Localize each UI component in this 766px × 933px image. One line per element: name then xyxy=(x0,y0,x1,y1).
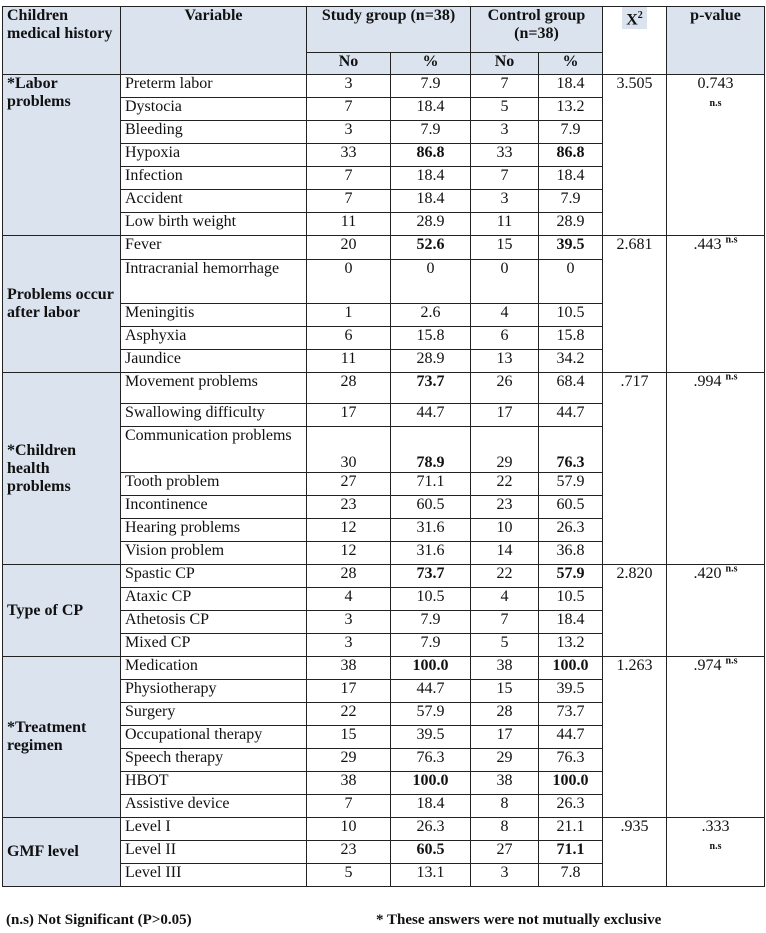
group-label: *Children health problems xyxy=(3,373,121,565)
control-pct-cell: 39.5 xyxy=(539,236,603,260)
variable-cell: Assistive device xyxy=(121,795,307,818)
p-value-text: .443 xyxy=(693,236,722,253)
control-pct-cell: 18.4 xyxy=(539,167,603,190)
study-no-cell: 12 xyxy=(307,542,391,565)
control-pct-cell: 26.3 xyxy=(539,795,603,818)
table-row xyxy=(3,236,765,260)
chi-square-cell: 3.505 xyxy=(603,75,667,236)
control-no-cell: 38 xyxy=(471,657,539,680)
p-value-cell xyxy=(667,565,765,657)
study-pct-cell: 28.9 xyxy=(391,213,471,236)
table-row xyxy=(3,818,765,841)
control-no-cell: 3 xyxy=(471,864,539,887)
variable-cell: Occupational therapy xyxy=(121,726,307,749)
variable-cell: Meningitis xyxy=(121,304,307,327)
table-row xyxy=(3,565,765,588)
control-pct-cell: 57.9 xyxy=(539,565,603,588)
control-pct-cell: 0 xyxy=(539,260,603,304)
control-no-cell: 3 xyxy=(471,121,539,144)
control-no-cell: 29 xyxy=(471,427,539,473)
study-pct-cell: 2.6 xyxy=(391,304,471,327)
control-no-cell: 7 xyxy=(471,611,539,634)
study-no-cell: 28 xyxy=(307,373,391,404)
variable-cell: Surgery xyxy=(121,703,307,726)
control-pct-cell: 100.0 xyxy=(539,772,603,795)
header-control-group: Control group (n=38) xyxy=(471,7,603,53)
control-no-cell: 0 xyxy=(471,260,539,304)
study-pct-cell: 7.9 xyxy=(391,611,471,634)
variable-cell: HBOT xyxy=(121,772,307,795)
variable-cell: Low birth weight xyxy=(121,213,307,236)
control-pct-cell: 86.8 xyxy=(539,144,603,167)
chi-square-cell: .935 xyxy=(603,818,667,887)
control-pct-cell: 7.8 xyxy=(539,864,603,887)
control-no-cell: 7 xyxy=(471,75,539,98)
variable-cell: Swallowing difficulty xyxy=(121,404,307,427)
control-no-cell: 4 xyxy=(471,588,539,611)
variable-cell: Dystocia xyxy=(121,98,307,121)
control-no-cell: 15 xyxy=(471,236,539,260)
study-pct-cell: 18.4 xyxy=(391,190,471,213)
study-no-cell: 11 xyxy=(307,213,391,236)
p-value-cell xyxy=(667,818,765,887)
study-no-cell: 0 xyxy=(307,260,391,304)
p-value-note: n.s xyxy=(709,98,722,109)
study-no-cell: 30 xyxy=(307,427,391,473)
study-no-cell: 20 xyxy=(307,236,391,260)
study-no-cell: 33 xyxy=(307,144,391,167)
study-no-cell: 38 xyxy=(307,772,391,795)
p-value-note: n.s xyxy=(725,655,738,667)
control-pct-cell: 44.7 xyxy=(539,404,603,427)
study-no-cell: 1 xyxy=(307,304,391,327)
study-pct-cell: 10.5 xyxy=(391,588,471,611)
control-no-cell: 33 xyxy=(471,144,539,167)
p-value-note: n.s xyxy=(725,371,738,383)
variable-cell: Jaundice xyxy=(121,350,307,373)
control-pct-cell: 36.8 xyxy=(539,542,603,565)
control-no-cell: 28 xyxy=(471,703,539,726)
control-no-cell: 13 xyxy=(471,350,539,373)
variable-cell: Bleeding xyxy=(121,121,307,144)
header-control-pct: % xyxy=(539,53,603,75)
study-pct-cell: 31.6 xyxy=(391,542,471,565)
variable-cell: Speech therapy xyxy=(121,749,307,772)
study-pct-cell: 44.7 xyxy=(391,680,471,703)
control-pct-cell: 15.8 xyxy=(539,327,603,350)
control-pct-cell: 68.4 xyxy=(539,373,603,404)
control-no-cell: 6 xyxy=(471,327,539,350)
study-no-cell: 6 xyxy=(307,327,391,350)
p-value-cell xyxy=(667,236,765,373)
p-value-cell xyxy=(667,657,765,818)
table-row xyxy=(3,75,765,98)
study-pct-cell: 76.3 xyxy=(391,749,471,772)
header-study-group: Study group (n=38) xyxy=(307,7,471,53)
control-no-cell: 15 xyxy=(471,680,539,703)
variable-cell: Athetosis CP xyxy=(121,611,307,634)
p-value-text: .420 xyxy=(693,565,722,582)
study-no-cell: 23 xyxy=(307,841,391,864)
study-no-cell: 12 xyxy=(307,519,391,542)
study-no-cell: 7 xyxy=(307,795,391,818)
chi-square-cell: 1.263 xyxy=(603,657,667,818)
variable-cell: Spastic CP xyxy=(121,565,307,588)
control-no-cell: 22 xyxy=(471,473,539,496)
variable-cell: Hearing problems xyxy=(121,519,307,542)
control-no-cell: 14 xyxy=(471,542,539,565)
control-pct-cell: 60.5 xyxy=(539,496,603,519)
group-label: Problems occur after labor xyxy=(3,236,121,373)
control-pct-cell: 18.4 xyxy=(539,75,603,98)
p-value-cell xyxy=(667,75,765,236)
variable-cell: Hypoxia xyxy=(121,144,307,167)
footnote-exclusive: * These answers were not mutually exclusive xyxy=(376,912,662,928)
control-pct-cell: 100.0 xyxy=(539,657,603,680)
study-pct-cell: 15.8 xyxy=(391,327,471,350)
study-no-cell: 11 xyxy=(307,350,391,373)
control-pct-cell: 44.7 xyxy=(539,726,603,749)
study-no-cell: 7 xyxy=(307,167,391,190)
study-pct-cell: 39.5 xyxy=(391,726,471,749)
study-pct-cell: 100.0 xyxy=(391,772,471,795)
variable-cell: Vision problem xyxy=(121,542,307,565)
control-no-cell: 7 xyxy=(471,167,539,190)
control-pct-cell: 73.7 xyxy=(539,703,603,726)
control-pct-cell: 21.1 xyxy=(539,818,603,841)
control-no-cell: 26 xyxy=(471,373,539,404)
header-control-no: No xyxy=(471,53,539,75)
variable-cell: Preterm labor xyxy=(121,75,307,98)
control-no-cell: 8 xyxy=(471,818,539,841)
header-medical-history: Children medical history xyxy=(3,7,121,75)
control-no-cell: 29 xyxy=(471,749,539,772)
study-no-cell: 3 xyxy=(307,634,391,657)
header-p-value: p-value xyxy=(667,7,765,75)
variable-cell: Mixed CP xyxy=(121,634,307,657)
control-no-cell: 4 xyxy=(471,304,539,327)
study-pct-cell: 78.9 xyxy=(391,427,471,473)
study-pct-cell: 13.1 xyxy=(391,864,471,887)
group-label: *Treatment regimen xyxy=(3,657,121,818)
variable-cell: Asphyxia xyxy=(121,327,307,350)
study-pct-cell: 73.7 xyxy=(391,565,471,588)
variable-cell: Incontinence xyxy=(121,496,307,519)
variable-cell: Communication problems xyxy=(121,427,307,473)
variable-cell: Level I xyxy=(121,818,307,841)
group-label: Type of CP xyxy=(3,565,121,657)
control-pct-cell: 13.2 xyxy=(539,98,603,121)
control-no-cell: 38 xyxy=(471,772,539,795)
variable-cell: Medication xyxy=(121,657,307,680)
variable-cell: Level II xyxy=(121,841,307,864)
study-no-cell: 29 xyxy=(307,749,391,772)
header-chi-square: $X^2$ xyxy=(603,7,667,75)
control-pct-cell: 7.9 xyxy=(539,190,603,213)
control-pct-cell: 57.9 xyxy=(539,473,603,496)
control-no-cell: 23 xyxy=(471,496,539,519)
study-pct-cell: 28.9 xyxy=(391,350,471,373)
study-pct-cell: 86.8 xyxy=(391,144,471,167)
variable-cell: Fever xyxy=(121,236,307,260)
variable-cell: Infection xyxy=(121,167,307,190)
study-pct-cell: 100.0 xyxy=(391,657,471,680)
study-no-cell: 17 xyxy=(307,404,391,427)
study-no-cell: 15 xyxy=(307,726,391,749)
study-pct-cell: 71.1 xyxy=(391,473,471,496)
study-no-cell: 23 xyxy=(307,496,391,519)
study-pct-cell: 7.9 xyxy=(391,634,471,657)
header-variable: Variable xyxy=(121,7,307,75)
study-pct-cell: 26.3 xyxy=(391,818,471,841)
study-no-cell: 3 xyxy=(307,121,391,144)
control-pct-cell: 26.3 xyxy=(539,519,603,542)
control-pct-cell: 39.5 xyxy=(539,680,603,703)
study-no-cell: 7 xyxy=(307,190,391,213)
control-pct-cell: 7.9 xyxy=(539,121,603,144)
study-no-cell: 17 xyxy=(307,680,391,703)
study-pct-cell: 60.5 xyxy=(391,841,471,864)
p-value-text: 0.743 xyxy=(697,75,734,92)
variable-cell: Intracranial hemorrhage xyxy=(121,260,307,304)
control-no-cell: 17 xyxy=(471,726,539,749)
table-row xyxy=(3,657,765,680)
results-table xyxy=(2,6,765,887)
study-no-cell: 22 xyxy=(307,703,391,726)
study-no-cell: 28 xyxy=(307,565,391,588)
control-pct-cell: 71.1 xyxy=(539,841,603,864)
chi-square-cell: .717 xyxy=(603,373,667,565)
study-pct-cell: 44.7 xyxy=(391,404,471,427)
study-pct-cell: 0 xyxy=(391,260,471,304)
variable-cell: Ataxic CP xyxy=(121,588,307,611)
p-value-text: .333 xyxy=(701,818,730,835)
p-value-text: .974 xyxy=(693,657,722,674)
study-no-cell: 27 xyxy=(307,473,391,496)
study-no-cell: 3 xyxy=(307,611,391,634)
study-no-cell: 5 xyxy=(307,864,391,887)
chi-square-cell: 2.820 xyxy=(603,565,667,657)
control-pct-cell: 76.3 xyxy=(539,427,603,473)
variable-cell: Physiotherapy xyxy=(121,680,307,703)
study-pct-cell: 18.4 xyxy=(391,795,471,818)
footnote-ns: (n.s) Not Significant (P>0.05) xyxy=(6,912,192,928)
study-pct-cell: 31.6 xyxy=(391,519,471,542)
header-study-pct: % xyxy=(391,53,471,75)
variable-cell: Tooth problem xyxy=(121,473,307,496)
variable-cell: Level III xyxy=(121,864,307,887)
control-pct-cell: 28.9 xyxy=(539,213,603,236)
control-pct-cell: 13.2 xyxy=(539,634,603,657)
study-pct-cell: 60.5 xyxy=(391,496,471,519)
control-no-cell: 5 xyxy=(471,634,539,657)
study-pct-cell: 7.9 xyxy=(391,121,471,144)
variable-cell: Movement problems xyxy=(121,373,307,404)
control-no-cell: 11 xyxy=(471,213,539,236)
study-no-cell: 7 xyxy=(307,98,391,121)
study-pct-cell: 18.4 xyxy=(391,98,471,121)
control-no-cell: 27 xyxy=(471,841,539,864)
control-pct-cell: 10.5 xyxy=(539,304,603,327)
p-value-note: n.s xyxy=(709,841,722,852)
table-body xyxy=(3,75,765,887)
control-pct-cell: 76.3 xyxy=(539,749,603,772)
chi-square-cell: 2.681 xyxy=(603,236,667,373)
variable-cell: Accident xyxy=(121,190,307,213)
header-study-no: No xyxy=(307,53,391,75)
control-no-cell: 10 xyxy=(471,519,539,542)
control-no-cell: 5 xyxy=(471,98,539,121)
p-value-note: n.s xyxy=(725,563,738,575)
study-no-cell: 3 xyxy=(307,75,391,98)
study-pct-cell: 52.6 xyxy=(391,236,471,260)
control-no-cell: 22 xyxy=(471,565,539,588)
study-no-cell: 38 xyxy=(307,657,391,680)
control-pct-cell: 10.5 xyxy=(539,588,603,611)
study-no-cell: 4 xyxy=(307,588,391,611)
control-no-cell: 8 xyxy=(471,795,539,818)
table-row xyxy=(3,373,765,404)
group-label: *Labor problems xyxy=(3,75,121,236)
study-pct-cell: 57.9 xyxy=(391,703,471,726)
control-no-cell: 3 xyxy=(471,190,539,213)
p-value-cell xyxy=(667,373,765,565)
study-pct-cell: 7.9 xyxy=(391,75,471,98)
control-pct-cell: 34.2 xyxy=(539,350,603,373)
p-value-note: n.s xyxy=(725,234,738,246)
study-pct-cell: 18.4 xyxy=(391,167,471,190)
study-pct-cell: 73.7 xyxy=(391,373,471,404)
group-label: GMF level xyxy=(3,818,121,887)
control-pct-cell: 18.4 xyxy=(539,611,603,634)
control-no-cell: 17 xyxy=(471,404,539,427)
p-value-text: .994 xyxy=(693,373,722,390)
study-no-cell: 10 xyxy=(307,818,391,841)
